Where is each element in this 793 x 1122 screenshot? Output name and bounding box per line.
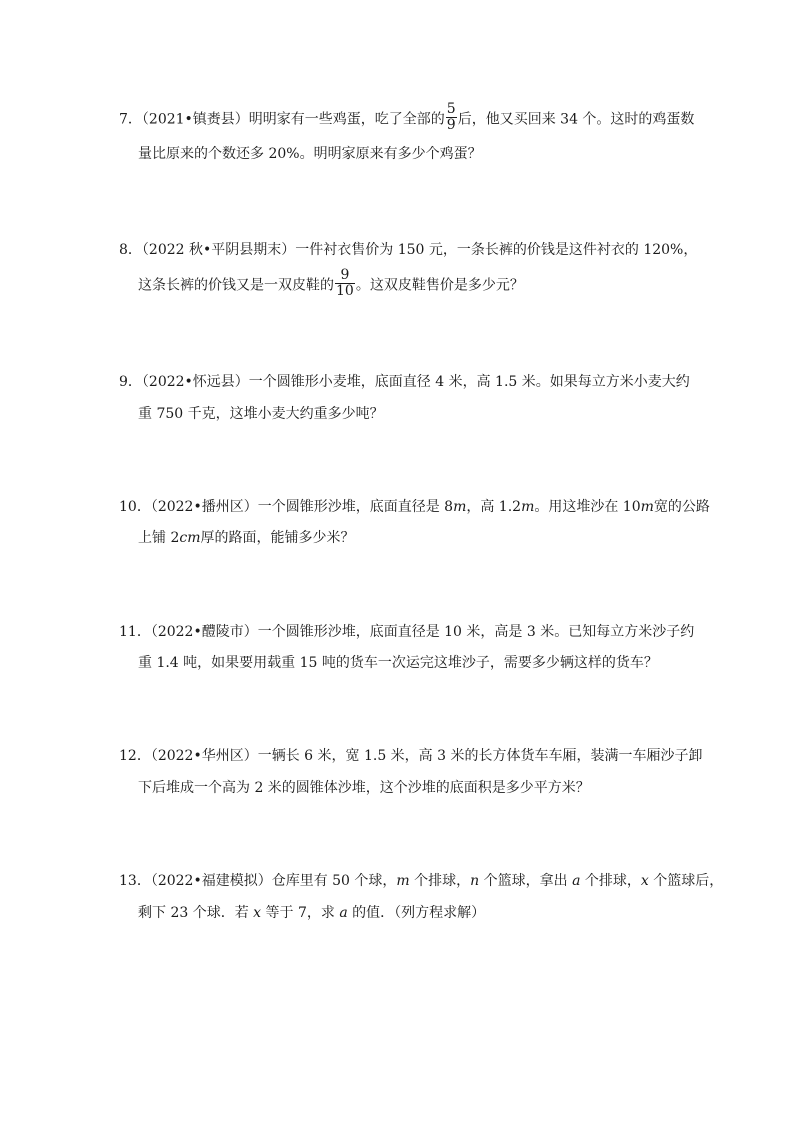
problem-9-line-1: 9．（2022•怀远县）一个圆锥形小麦堆，底面直径 4 米，高 1.5 米。如果每立方米小麦大约 xyxy=(119,374,690,390)
problem-10-line-2 xyxy=(138,528,354,548)
problem-11-line-2: 重 1.4 吨，如果要用载重 15 吨的货车一次运完这堆沙子，需要多少辆这样的货车？ xyxy=(138,655,658,671)
unit-m: m xyxy=(453,499,467,515)
problem-13-line-1 xyxy=(119,871,723,891)
problem-13-text: 个篮球，拿出 xyxy=(479,873,573,889)
problem-10-text: 上铺 2 xyxy=(138,530,180,546)
problem-13-text: 等于 7，求 xyxy=(261,905,340,921)
fraction-denominator: 9 xyxy=(446,117,456,133)
problem-10-text: ，高 1.2 xyxy=(466,499,522,515)
problem-8-text: 。这双皮鞋售价是多少元？ xyxy=(355,277,524,294)
variable-a: a xyxy=(572,873,581,889)
variable-a: a xyxy=(339,905,348,921)
problem-10-text: 。用这堆沙在 10 xyxy=(534,499,641,515)
problem-13-text: 的值．（列方程求解） xyxy=(347,905,486,921)
problem-8-line-1: 8．（2022 秋•平阴县期末）一件衬衣售价为 150 元，一条长裤的价钱是这件衬衣的 120%， xyxy=(119,242,698,258)
problem-7-line-1 xyxy=(119,101,695,135)
problem-7-line-2: 量比原来的个数还多 20%。明明家原来有多少个鸡蛋？ xyxy=(138,146,482,162)
unit-m: m xyxy=(521,499,535,515)
problem-10-text: 10．（2022•播州区）一个圆锥形沙堆，底面直径是 8 xyxy=(119,499,454,515)
fraction-denominator: 10 xyxy=(336,283,354,299)
fraction-numerator: 5 xyxy=(446,101,456,117)
problem-12-line-2: 下后堆成一个高为 2 米的圆锥体沙堆，这个沙堆的底面积是多少平方米？ xyxy=(138,780,590,796)
fraction-9-10 xyxy=(335,268,355,299)
problem-7-text: 7．（2021•镇赉县）明明家有一些鸡蛋，吃了全部的 xyxy=(119,111,445,128)
fraction-numerator: 9 xyxy=(335,268,355,284)
problem-13-text: 13．（2022•福建模拟）仓库里有 50 个球， xyxy=(119,873,397,889)
problem-12-line-1: 12．（2022•华州区）一辆长 6 米，宽 1.5 米，高 3 米的长方体货车车厢，装满一车厢沙子卸 xyxy=(119,748,703,764)
problem-13-text: 个排球， xyxy=(580,873,641,889)
variable-m: m xyxy=(396,873,410,889)
problem-13-text: 个排球， xyxy=(409,873,471,889)
unit-m: m xyxy=(640,499,654,515)
variable-x: x xyxy=(253,905,262,921)
variable-n: n xyxy=(470,873,480,889)
problem-13-text: 剩下 23 个球．若 xyxy=(138,905,254,921)
problem-13-text: 个篮球后， xyxy=(648,873,724,889)
problem-7-text: 后，他又买回来 34 个。这时的鸡蛋数 xyxy=(457,111,695,128)
problem-8-text: 这条长裤的价钱又是一双皮鞋的 xyxy=(138,277,334,294)
problem-10-text: 厚的路面，能铺多少米？ xyxy=(200,530,355,546)
variable-x: x xyxy=(640,873,649,889)
problem-10-line-1 xyxy=(119,497,710,517)
problem-8-line-2 xyxy=(138,267,524,301)
unit-cm: cm xyxy=(179,530,201,546)
problem-10-text: 宽的公路 xyxy=(653,499,710,515)
fraction-5-9 xyxy=(446,102,457,133)
problem-11-line-1: 11．（2022•醴陵市）一个圆锥形沙堆，底面直径是 10 米，高是 3 米。已知每立方米沙子约 xyxy=(119,624,695,640)
problem-9-line-2: 重 750 千克，这堆小麦大约重多少吨？ xyxy=(138,406,384,422)
problem-13-line-2 xyxy=(138,903,485,923)
